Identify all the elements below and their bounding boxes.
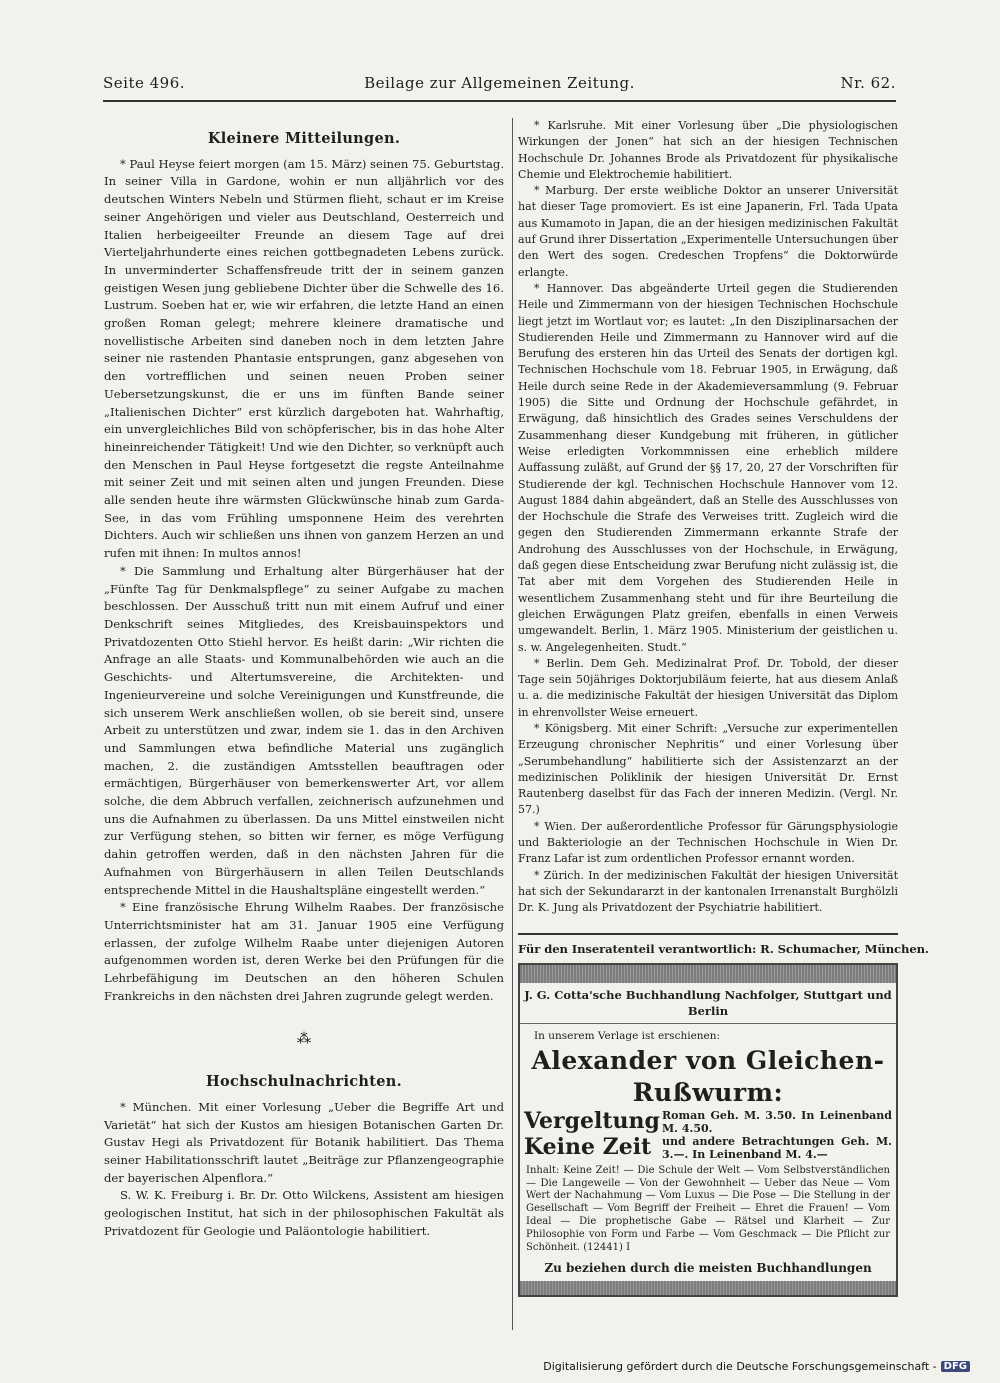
article-karlsruhe: * Karlsruhe. Mit einer Vorlesung über „Die physiologischen Wirkungen der Jonen“ hat sich an der hiesigen Technischen Hochschule Dr. Johannes Brode als Privatdozent für physikalische Chemie und Elektrochemie habilitiert.: [518, 119, 898, 181]
article-freiburg: S. W. K. Freiburg i. Br. Dr. Otto Wilckens, Assistent am hiesigen geologischen Institut, hat sich in der philosophischen Fakultät als Privatdozent für Geologie und Paläontologie habilitiert.: [104, 1188, 504, 1238]
publication-title: Beilage zur Allgemeinen Zeitung.: [364, 74, 635, 92]
digitization-footer: [543, 1360, 970, 1373]
article-hannover: * Hannover. Das abgeänderte Urteil gegen die Studierenden Heile und Zimmermann von der hiesigen Technischen Hochschule liegt jetzt im Wortlaut vor; es lautet: „In den Disziplinarsachen der Studierenden Heile und Zimmermann zu Hannover wird auf die Berufung des ersteren hin das Urteil des Senats der dortigen kgl. Technischen Hochschule vom 18. Februar 1905, in Erwägung, daß Heile durch seine Rede in der Akademieversammlung (9. Februar 1905) die Sitte und Ordnung der Hochschule gefährdet, in Erwägung, daß hinsichtlich des Grades seines Verschuldens der Zusammenhang dieser Kundgebung mit früheren, in gütlicher Weise erledigten Vorkommnissen eine erheblich mildere Auffassung zuläßt, auf Grund der §§ 17, 20, 27 der Vorschriften für Studierende der kgl. Technischen Hochschule Hannover vom 12. August 1884 dahin abgeändert, daß an Stelle des Ausschlusses von der Hochschule die Strafe des Verweises tritt. Zugleich wird die gegen den Studierenden Zimmermann erkannte Strafe der Androhung des Ausschlusses von der Hochschule, in Erwägung, daß gegen diese Entscheidung zwar Berufung nicht zulässig ist, die Tat aber mit dem Vorgehen des Studierenden Heile in wesentlichem Zusammenhang steht und für ihre Beurteilung die gleichen Erwägungen Platz greifen, ebenfalls in einen Verweis umgewandelt. Berlin, 1. März 1905. Ministerium der geistlichen u. s. w. Angelegenheiten. Studt.“: [518, 281, 898, 654]
article-heyse: * Paul Heyse feiert morgen (am 15. März) seinen 75. Geburtstag. In seiner Villa in Gardone, wohin er nun alljährlich vor des deutschen Winters Nebeln und Stürmen flieht, schaut er im Kreise seiner Angehörigen und vieler aus Deutschland, Oesterreich und Italien herbeigeeilter Freunde an diesem Tage auf drei Vierteljahrhunderte eines reichen gottbegnadeten Lebens zurück. In unverminderter Schaffensfreude tritt der in seinem ganzen geistigen Wesen jung gebliebene Dichter über die Schwelle des 16. Lustrum. Soeben hat er, wie wir erfahren, die letzte Hand an einen großen Roman gelegt; mehrere kleinere dramatische und novellistische Arbeiten sind daneben noch in dem letzten Jahre seiner nie rastenden Phantasie entsprungen, ganz abgesehen von den vortrefflichen und seinen neuen Proben seiner Uebersetzungskunst, die er uns im fünften Bande seiner „Italienischen Dichter“ erst kürzlich dargeboten hat. Wahrhaftig, ein unvergleichliches Bild von schöpferischer, bis in das hohe Alter hineinreichender Tätigkeit! Und wie den Dichter, so verknüpft auch den Menschen in Paul Heyse fortgesetzt die regste Anteilnahme mit seiner Zeit und mit seinen alten und jungen Freunden. Diese alle senden heute ihre wärmsten Glückwünsche hinab zum Garda-See, in das vom Frühling umsponnene Heim des verehrten Dichters. Auch wir schließen uns ihnen von ganzem Herzen an und rufen mit ihnen: In multos annos!: [104, 156, 504, 561]
advertising-imprint: Für den Inseratenteil verantwortlich: R. Schumacher, München.: [518, 933, 898, 957]
ad-intro: In unserem Verlage ist erschienen:: [534, 1030, 721, 1043]
issue-number: Nr. 62.: [840, 74, 896, 92]
page-header: [103, 74, 896, 96]
ad-book-keine-zeit: [520, 1135, 896, 1161]
right-column: [518, 118, 929, 1297]
article-muenchen: * München. Mit einer Vorlesung „Ueber die Begriffe Art und Varietät“ hat sich der Kustos am hiesigen Botanischen Garten Dr. Gustav Hegi als Privatdozent für Botanik habilitiert. Das Thema seiner Habilitationsschrift lautet „Beiträge zur Pflanzengeographie der bayerischen Alpenflora.“: [104, 1099, 504, 1185]
ad-publisher: J. G. Cotta'sche Buchhandlung Nachfolger, Stuttgart und Berlin: [520, 983, 896, 1025]
article-marburg: * Marburg. Der erste weibliche Doktor an unserer Universität hat dieser Tage promoviert. Es ist eine Japanerin, Frl. Tada Upata aus Kumamoto in Japan, die an der hiesigen medizinischen Fakultät auf Grund ihrer Dissertation „Experimentelle Untersuchungen über den Wert des sogen. Credeschen Tropfens“ die Doktorwürde erlangte.: [518, 184, 898, 279]
book-advertisement: [518, 963, 898, 1297]
article-buergerhaeuser: * Die Sammlung und Erhaltung alter Bürgerhäuser hat der „Fünfte Tag für Denkmalspflege“ zu seiner Aufgabe zu machen beschlossen. Der Ausschuß tritt nun mit einem Aufruf und einer Denkschrift seines Mitgliedes, des Kreisbauinspektors und Privatdozenten Otto Stiehl hervor. Es heißt darin: „Wir richten die Anfrage an alle Staats- und Kommunalbehörden wie auch an die Geschichts- und Altertumsvereine, die Architekten- und Ingenieurvereine und solche Vereinigungen und Kunstfreunde, die sich unserem Werk anschließen wollen, ob sie bereit sind, unsere Arbeit zu unterstützen und zwar, indem sie 1. das in den Archiven und Sammlungen etwa befindliche Material uns zugänglich machen, 2. die zuständigen Amtsstellen beauftragen oder ermächtigen, Bürgerhäuser von bemerkenswerter Art, vor allem solche, die dem Abbruch verfallen, zeichnerisch aufzunehmen und uns die Aufnahmen zu überlassen. Da uns Mittel einstweilen nicht zur Verfügung stehen, so bitten wir ferner, es möge Verfügung dahin getroffen werden, daß in den nächsten Jahren für die Aufnahmen von Bürgerhäusern in allen Teilen Deutschlands entsprechende Mittel in die Haushaltspläne eingestellt werden.“: [104, 563, 504, 897]
left-column: [104, 128, 504, 1240]
article-zuerich: * Zürich. In der medizinischen Fakultät der hiesigen Universität hat sich der Sekundararzt in der kantonalen Irrenanstalt Burghölzli Dr. K. Jung als Privatdozent der Psychiatrie habilitiert.: [518, 868, 898, 915]
ad-book-info: und andere Betrachtungen Geh. M. 3.—. In Leinenband M. 4.—: [662, 1134, 892, 1161]
dfg-logo: DFG: [941, 1361, 970, 1372]
article-raabe: * Eine französische Ehrung Wilhelm Raabes. Der französische Unterrichtsminister hat am 31. Januar 1905 eine Verfügung erlassen, der zufolge Wilhelm Raabe unter diejenigen Autoren aufgenommen worden ist, deren Werke bei den Prüfungen für die Lehrbefähigung im Deutschen an den höheren Schulen Frankreichs in den nächsten drei Jahren zugrunde gelegt werden.: [104, 900, 504, 1003]
ad-footer: Zu beziehen durch die meisten Buchhandlungen: [544, 1261, 872, 1276]
header-rule: [103, 100, 896, 102]
page-number: Seite 496.: [103, 74, 186, 92]
article-koenigsberg: * Königsberg. Mit einer Schrift: „Versuche zur experimentellen Erzeugung chronischer Nephritis“ und einer Vorlesung über „Serumbehandlung“ habilitierte sich der Assistenzarzt an der medizinischen Poliklinik der hiesigen Universität Dr. Ernst Rautenberg daselbst für das Fach der inneren Medizin. (Vergl. Nr. 57.): [518, 721, 898, 817]
ad-book-title: Vergeltung: [524, 1107, 660, 1134]
section-separator: ⁂: [297, 1031, 311, 1048]
footer-text: Digitalisierung gefördert durch die Deutsche Forschungsgemeinschaft -: [543, 1360, 937, 1373]
ad-book-title: Keine Zeit: [524, 1133, 652, 1160]
column-divider: [512, 118, 513, 1330]
ad-book-vergeltung: [520, 1109, 896, 1135]
article-berlin: * Berlin. Dem Geh. Medizinalrat Prof. Dr. Tobold, der dieser Tage sein 50jähriges Doktorjubiläum feierte, hat aus diesem Anlaß u. a. die medizinische Fakultät der hiesigen Universität das Diplom in ehrenvollster Weise erneuert.: [518, 656, 898, 719]
ad-top-bar: [520, 965, 896, 983]
section-title-hochschulnachrichten: Hochschulnachrichten.: [206, 1073, 402, 1091]
ad-book-info: Roman Geh. M. 3.50. In Leinenband M. 4.50.: [662, 1108, 892, 1135]
ad-bottom-bar: [520, 1281, 896, 1295]
ad-contents: Inhalt: Keine Zeit! — Die Schule der Welt — Vom Selbstverständlichen — Die Langeweile — Von der Gewohnheit — Ueber das Neue — Vom Wert der Nachahmung — Vom Luxus — Die Pose — Die Stellung in der Gesellschaft — Vom Begriff der Freiheit — Ehret die Frauen! — Vom Ideal — Die prophetische Gabe — Rätsel und Klarheit — Zur Philosophie von Form und Farbe — Vom Geschmack — Die Pflicht zur Schönheit. (12441) I: [526, 1164, 890, 1253]
section-title-kleinere-mitteilungen: Kleinere Mitteilungen.: [207, 130, 401, 147]
article-wien: * Wien. Der außerordentliche Professor für Gärungsphysiologie und Bakteriologie an der Technischen Hochschule in Wien Dr. Franz Lafar ist zum ordentlichen Professor ernannt worden.: [518, 819, 898, 866]
ad-author: Alexander von Gleichen-Rußwurm:: [531, 1045, 885, 1107]
